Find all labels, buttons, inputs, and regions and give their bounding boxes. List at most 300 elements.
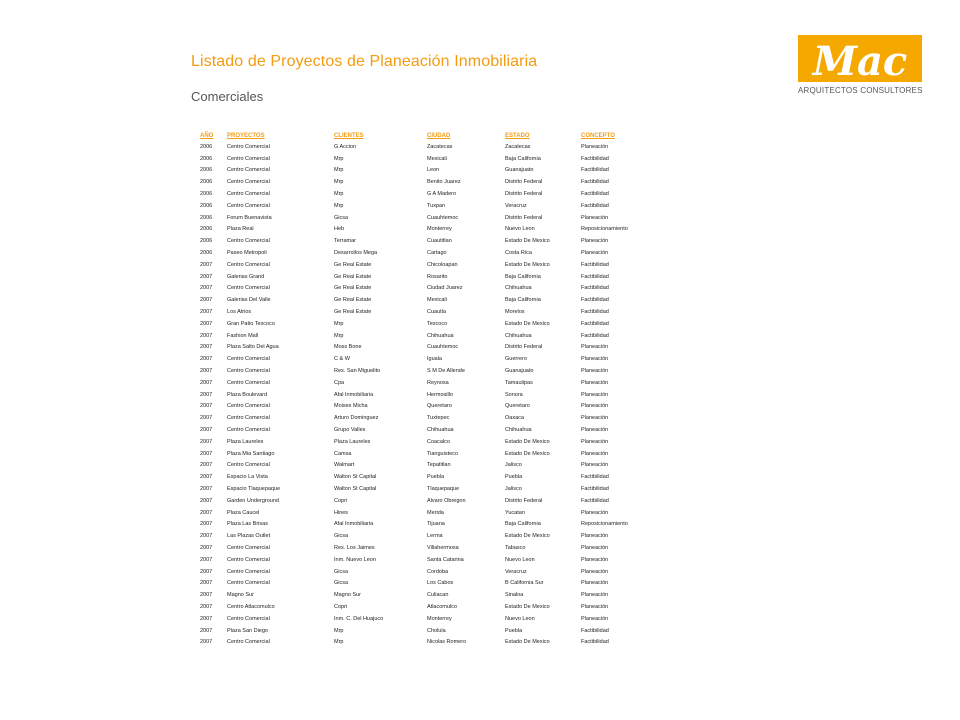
- concept-cell: Reposicionamiento: [581, 521, 628, 528]
- concept-cell: Planeación: [581, 356, 609, 363]
- client-cell: Ge Real Estate: [334, 285, 372, 292]
- project-cell: Centro Comercial: [227, 415, 270, 422]
- client-cell: Res. San Miguelito: [334, 368, 381, 375]
- column-header-state: ESTADO: [505, 132, 530, 139]
- client-cell: Mrp: [334, 627, 344, 634]
- concept-cell: Factibilidad: [581, 285, 609, 292]
- city-cell: Ciudad Juarez: [427, 285, 463, 292]
- table-row: [200, 577, 660, 589]
- concept-cell: Planeación: [581, 238, 609, 245]
- city-cell: Texcoco: [427, 320, 448, 327]
- state-cell: Tabasco: [505, 544, 526, 551]
- concept-cell: Factibilidad: [581, 639, 609, 646]
- state-cell: Guerrero: [505, 356, 528, 363]
- client-cell: Walmart: [334, 462, 355, 469]
- state-cell: Sinaloa: [505, 592, 524, 599]
- city-cell: Mexicali: [427, 155, 447, 162]
- table-row: [200, 318, 660, 330]
- state-cell: Distrito Federal: [505, 179, 543, 186]
- year-cell: 2007: [200, 285, 213, 292]
- year-cell: 2007: [200, 509, 213, 516]
- concept-cell: Planeación: [581, 615, 609, 622]
- concept-cell: Planeación: [581, 368, 609, 375]
- concept-cell: Factibilidad: [581, 474, 609, 481]
- project-cell: Centro Comercial: [227, 379, 270, 386]
- concept-cell: Factibilidad: [581, 155, 609, 162]
- concept-cell: Factibilidad: [581, 167, 609, 174]
- project-cell: Centro Atlacomulco: [227, 603, 275, 610]
- state-cell: Nuevo Leon: [505, 556, 535, 563]
- concept-cell: Factibilidad: [581, 309, 609, 316]
- client-cell: Afal Inmobiliaria: [334, 521, 374, 528]
- year-cell: 2007: [200, 356, 213, 363]
- table-row: [200, 165, 660, 177]
- state-cell: Sonora: [505, 391, 523, 398]
- column-header-city: CIUDAD: [427, 132, 451, 139]
- state-cell: Estado De Mexico: [505, 603, 550, 610]
- state-cell: Estado De Mexico: [505, 450, 550, 457]
- table-body: [200, 141, 660, 648]
- state-cell: B California Sur: [505, 580, 544, 587]
- client-cell: Mrp: [334, 332, 344, 339]
- state-cell: Nuevo Leon: [505, 226, 535, 233]
- city-cell: Tuxtepec: [427, 415, 450, 422]
- table-row: [200, 507, 660, 519]
- city-cell: Culiacan: [427, 592, 449, 599]
- client-cell: Heb: [334, 226, 345, 233]
- state-cell: Puebla: [505, 474, 523, 481]
- year-cell: 2006: [200, 191, 213, 198]
- year-cell: 2007: [200, 627, 213, 634]
- projects-table: [200, 130, 660, 648]
- year-cell: 2007: [200, 403, 213, 410]
- project-cell: Plaza Mia Santiago: [227, 450, 275, 457]
- company-logo: [798, 35, 923, 99]
- client-cell: Inm. C. Del Huajuco: [334, 615, 384, 622]
- project-cell: Centro Comercial: [227, 167, 270, 174]
- year-cell: 2007: [200, 592, 213, 599]
- table-row: [200, 636, 660, 648]
- client-cell: Copri: [334, 497, 348, 504]
- table-row: [200, 200, 660, 212]
- table-row: [200, 625, 660, 637]
- project-cell: Centro Comercial: [227, 556, 270, 563]
- city-cell: Nicolas Romero: [427, 639, 467, 646]
- project-cell: Centro Comercial: [227, 368, 270, 375]
- state-cell: Baja California: [505, 155, 541, 162]
- project-cell: Paseo Metropoli: [227, 250, 267, 257]
- concept-cell: Planeación: [581, 556, 609, 563]
- state-cell: Chihuahua: [505, 427, 532, 434]
- concept-cell: Planeación: [581, 391, 609, 398]
- project-cell: Plaza Salto Del Agua: [227, 344, 279, 351]
- project-cell: Centro Comercial: [227, 639, 270, 646]
- client-cell: Afal Inmobiliaria: [334, 391, 374, 398]
- city-cell: Santa Catarina: [427, 556, 464, 563]
- city-cell: Tuxpan: [427, 202, 446, 209]
- state-cell: Tamaulipas: [505, 379, 533, 386]
- concept-cell: Planeación: [581, 403, 609, 410]
- state-cell: Distrito Federal: [505, 344, 543, 351]
- concept-cell: Planeación: [581, 592, 609, 599]
- project-cell: Centro Comercial: [227, 615, 270, 622]
- client-cell: G Accion: [334, 143, 357, 150]
- year-cell: 2006: [200, 167, 213, 174]
- year-cell: 2007: [200, 580, 213, 587]
- concept-cell: Reposicionamiento: [581, 226, 628, 233]
- table-row: [200, 566, 660, 578]
- city-cell: Cartago: [427, 250, 447, 257]
- concept-cell: Planeación: [581, 544, 609, 551]
- city-cell: Alvaro Obregon: [427, 497, 466, 504]
- client-cell: Res. Los Jaimes: [334, 544, 375, 551]
- year-cell: 2006: [200, 155, 213, 162]
- year-cell: 2007: [200, 533, 213, 540]
- city-cell: Cuauhtemoc: [427, 344, 459, 351]
- concept-cell: Planeación: [581, 568, 609, 575]
- state-cell: Morelos: [505, 309, 525, 316]
- city-cell: Hermosillo: [427, 391, 453, 398]
- table-row: [200, 554, 660, 566]
- project-cell: Las Plazas Outlet: [227, 533, 271, 540]
- state-cell: Puebla: [505, 627, 523, 634]
- state-cell: Guanajuato: [505, 167, 534, 174]
- city-cell: Tianguisteco: [427, 450, 458, 457]
- city-cell: Mexicali: [427, 297, 447, 304]
- year-cell: 2006: [200, 143, 213, 150]
- table-row: [200, 294, 660, 306]
- table-row: [200, 519, 660, 531]
- client-cell: Ge Real Estate: [334, 297, 372, 304]
- project-cell: Fashion Mall: [227, 332, 259, 339]
- concept-cell: Planeación: [581, 450, 609, 457]
- client-cell: Mrp: [334, 167, 344, 174]
- concept-cell: Factibilidad: [581, 202, 609, 209]
- client-cell: Arturo Dominguez: [334, 415, 379, 422]
- year-cell: 2007: [200, 320, 213, 327]
- state-cell: Distrito Federal: [505, 497, 543, 504]
- client-cell: Moss Bone: [334, 344, 362, 351]
- year-cell: 2007: [200, 273, 213, 280]
- city-cell: Monterrey: [427, 226, 452, 233]
- city-cell: Lerma: [427, 533, 443, 540]
- table-row: [200, 412, 660, 424]
- project-cell: Centro Comercial: [227, 202, 270, 209]
- city-cell: Cuautitlan: [427, 238, 452, 245]
- logo-tagline: ARQUITECTOS CONSULTORES: [798, 86, 923, 95]
- table-row: [200, 306, 660, 318]
- table-row: [200, 613, 660, 625]
- city-cell: Cuautla: [427, 309, 446, 316]
- state-cell: Jalisco: [505, 486, 522, 492]
- city-cell: Tijuana: [427, 521, 445, 528]
- project-cell: Plaza Las Brisas: [227, 521, 268, 528]
- client-cell: Mrp: [334, 191, 344, 198]
- project-cell: Centro Comercial: [227, 356, 270, 363]
- city-cell: Cholula: [427, 627, 446, 634]
- column-header-year: AÑO: [200, 132, 214, 139]
- client-cell: Copri: [334, 603, 348, 610]
- year-cell: 2007: [200, 639, 213, 646]
- client-cell: Ge Real Estate: [334, 273, 372, 280]
- concept-cell: Factibilidad: [581, 273, 609, 280]
- year-cell: 2007: [200, 379, 213, 386]
- project-cell: Plaza Boulevard: [227, 391, 268, 398]
- client-cell: Magno Sur: [334, 592, 361, 599]
- table-row: [200, 141, 660, 153]
- concept-cell: Planeación: [581, 462, 609, 469]
- state-cell: Baja California: [505, 273, 541, 280]
- concept-cell: Factibilidad: [581, 261, 609, 268]
- project-cell: Centro Comercial: [227, 462, 270, 469]
- client-cell: Cpa: [334, 379, 345, 386]
- client-cell: Hines: [334, 509, 349, 516]
- city-cell: Chihuahua: [427, 427, 454, 434]
- year-cell: 2007: [200, 415, 213, 422]
- concept-cell: Factibilidad: [581, 179, 609, 186]
- state-cell: Veracruz: [505, 568, 527, 575]
- year-cell: 2006: [200, 214, 213, 221]
- client-cell: Gicsa: [334, 214, 349, 221]
- state-cell: Estado De Mexico: [505, 533, 550, 540]
- concept-cell: Planeación: [581, 415, 609, 422]
- concept-cell: Planeación: [581, 533, 609, 540]
- state-cell: Distrito Federal: [505, 214, 543, 221]
- logo-mac-lettering: [798, 35, 922, 82]
- year-cell: 2007: [200, 521, 213, 528]
- city-cell: Merida: [427, 509, 444, 516]
- concept-cell: Planeación: [581, 214, 609, 221]
- concept-cell: Planeación: [581, 379, 609, 386]
- state-cell: Estado De Mexico: [505, 238, 550, 245]
- concept-cell: Planeación: [581, 344, 609, 351]
- column-header-projects: PROYECTOS: [227, 132, 265, 139]
- client-cell: Ge Real Estate: [334, 309, 372, 316]
- year-cell: 2007: [200, 615, 213, 622]
- concept-cell: Factibilidad: [581, 191, 609, 198]
- project-cell: Galerias Grand: [227, 273, 265, 280]
- city-cell: Queretaro: [427, 403, 452, 410]
- state-cell: Nuevo Leon: [505, 615, 535, 622]
- year-cell: 2007: [200, 368, 213, 375]
- concept-cell: Planeación: [581, 427, 609, 434]
- table-row: [200, 495, 660, 507]
- concept-cell: Factibilidad: [581, 627, 609, 634]
- concept-cell: Factibilidad: [581, 297, 609, 304]
- table-row: [200, 530, 660, 542]
- table-row: [200, 401, 660, 413]
- client-cell: Plaza Laureles: [334, 438, 371, 445]
- table-row: [200, 448, 660, 460]
- table-row: [200, 235, 660, 247]
- state-cell: Estado De Mexico: [505, 639, 550, 646]
- client-cell: Mrp: [334, 639, 344, 646]
- state-cell: Jalisco: [505, 462, 522, 469]
- state-cell: Estado De Mexico: [505, 261, 550, 268]
- state-cell: Estado De Mexico: [505, 320, 550, 327]
- table-row: [200, 483, 660, 495]
- city-cell: Zacatecas: [427, 143, 453, 150]
- client-cell: Inm. Nuevo Leon: [334, 556, 376, 563]
- column-header-clients: CLIENTES: [334, 132, 364, 139]
- city-cell: Puebla: [427, 474, 445, 481]
- table-row: [200, 471, 660, 483]
- city-cell: Coacalco: [427, 438, 450, 445]
- city-cell: Tepatitlan: [427, 462, 451, 469]
- client-cell: Mrp: [334, 179, 344, 186]
- project-cell: Forum Buenavista: [227, 214, 272, 221]
- year-cell: 2007: [200, 568, 213, 575]
- table-row: [200, 153, 660, 165]
- year-cell: 2007: [200, 297, 213, 304]
- project-cell: Centro Comercial: [227, 179, 270, 186]
- city-cell: Cordoba: [427, 568, 449, 575]
- table-row: [200, 424, 660, 436]
- year-cell: 2007: [200, 603, 213, 610]
- project-cell: Espacio La Vista: [227, 474, 268, 481]
- year-cell: 2007: [200, 462, 213, 469]
- project-cell: Plaza Real: [227, 226, 254, 233]
- table-row: [200, 176, 660, 188]
- project-cell: Centro Comercial: [227, 155, 270, 162]
- table-row: [200, 224, 660, 236]
- client-cell: Mrp: [334, 320, 344, 327]
- state-cell: Veracruz: [505, 202, 527, 209]
- client-cell: Camsa: [334, 450, 352, 457]
- table-row: [200, 389, 660, 401]
- table-row: [200, 271, 660, 283]
- project-cell: Centro Comercial: [227, 580, 270, 587]
- concept-cell: Planeación: [581, 603, 609, 610]
- project-cell: Centro Comercial: [227, 427, 270, 434]
- city-cell: Chihuahua: [427, 332, 454, 339]
- page-subtitle: Comerciales: [191, 89, 264, 104]
- concept-cell: Planeación: [581, 509, 609, 516]
- city-cell: Rosarito: [427, 273, 448, 280]
- project-cell: Centro Comercial: [227, 238, 270, 245]
- table-row: [200, 377, 660, 389]
- year-cell: 2006: [200, 250, 213, 257]
- concept-cell: Planeación: [581, 143, 609, 150]
- state-cell: Distrito Federal: [505, 191, 543, 198]
- client-cell: Grupo Valles: [334, 427, 366, 434]
- table-row: [200, 460, 660, 472]
- table-row: [200, 601, 660, 613]
- table-row: [200, 436, 660, 448]
- table-row: [200, 365, 660, 377]
- table-header-row: [200, 130, 660, 141]
- project-cell: Los Atrios: [227, 309, 252, 316]
- concept-cell: Planeación: [581, 438, 609, 445]
- client-cell: Gicsa: [334, 568, 349, 575]
- year-cell: 2006: [200, 226, 213, 233]
- client-cell: Desarrollos Mega: [334, 250, 378, 257]
- city-cell: Leon: [427, 167, 440, 174]
- client-cell: Walton St Capital: [334, 474, 377, 481]
- state-cell: Chihuahua: [505, 285, 532, 292]
- concept-cell: Factibilidad: [581, 332, 609, 339]
- project-cell: Centro Comercial: [227, 261, 270, 268]
- project-cell: Centro Comercial: [227, 403, 270, 410]
- client-cell: Gicsa: [334, 580, 349, 587]
- year-cell: 2007: [200, 332, 213, 339]
- project-cell: Centro Comercial: [227, 544, 270, 551]
- client-cell: Moises Micha: [334, 403, 368, 410]
- state-cell: Oaxaca: [505, 415, 524, 422]
- year-cell: 2007: [200, 261, 213, 268]
- client-cell: Terramar: [334, 238, 357, 245]
- table-row: [200, 342, 660, 354]
- year-cell: 2007: [200, 544, 213, 551]
- state-cell: Baja California: [505, 297, 541, 304]
- logo-mark: [798, 35, 922, 82]
- state-cell: Yucatan: [505, 509, 525, 516]
- table-row: [200, 259, 660, 271]
- city-cell: Iguala: [427, 356, 442, 363]
- year-cell: 2006: [200, 179, 213, 186]
- year-cell: 2007: [200, 391, 213, 398]
- city-cell: Cuauhtemoc: [427, 214, 459, 221]
- client-cell: Ge Real Estate: [334, 261, 372, 268]
- project-cell: Espacio Tlaquepaque: [227, 486, 281, 492]
- city-cell: Tlaquepaque: [427, 486, 460, 492]
- client-cell: Mrp: [334, 155, 344, 162]
- concept-cell: Factibilidad: [581, 320, 609, 327]
- project-cell: Plaza San Diego: [227, 627, 268, 634]
- city-cell: Benito Juarez: [427, 179, 461, 186]
- city-cell: Reynosa: [427, 379, 449, 386]
- page-title: Listado de Proyectos de Planeación Inmobiliaria: [191, 53, 538, 70]
- year-cell: 2007: [200, 427, 213, 434]
- concept-cell: Planeación: [581, 580, 609, 587]
- table-row: [200, 542, 660, 554]
- state-cell: Queretaro: [505, 403, 530, 410]
- year-cell: 2006: [200, 238, 213, 245]
- city-cell: Atlacomulco: [427, 603, 457, 610]
- project-cell: Galerias Del Valle: [227, 297, 271, 304]
- client-cell: Walton St Capital: [334, 486, 377, 492]
- project-cell: Centro Comercial: [227, 568, 270, 575]
- concept-cell: Factibilidad: [581, 497, 609, 504]
- state-cell: Zacatecas: [505, 143, 531, 150]
- client-cell: C & W: [334, 356, 350, 363]
- table-row: [200, 247, 660, 259]
- concept-cell: Planeación: [581, 250, 609, 257]
- project-cell: Gran Patio Texcoco: [227, 320, 275, 327]
- project-cell: Plaza Caucel: [227, 509, 260, 516]
- year-cell: 2007: [200, 438, 213, 445]
- table-row: [200, 353, 660, 365]
- year-cell: 2007: [200, 344, 213, 351]
- year-cell: 2007: [200, 309, 213, 316]
- city-cell: S M De Allende: [427, 368, 465, 375]
- state-cell: Baja California: [505, 521, 541, 528]
- table-row: [200, 212, 660, 224]
- city-cell: G A Madero: [427, 191, 457, 198]
- table-row: [200, 188, 660, 200]
- project-cell: Garden Underground: [227, 497, 279, 504]
- year-cell: 2006: [200, 202, 213, 209]
- client-cell: Gicsa: [334, 533, 349, 540]
- year-cell: 2007: [200, 556, 213, 563]
- city-cell: Los Cabos: [427, 580, 454, 587]
- year-cell: 2007: [200, 486, 213, 492]
- concept-cell: Factibilidad: [581, 486, 609, 492]
- year-cell: 2007: [200, 474, 213, 481]
- table-row: [200, 589, 660, 601]
- project-cell: Centro Comercial: [227, 285, 270, 292]
- city-cell: Chicoloapan: [427, 261, 458, 268]
